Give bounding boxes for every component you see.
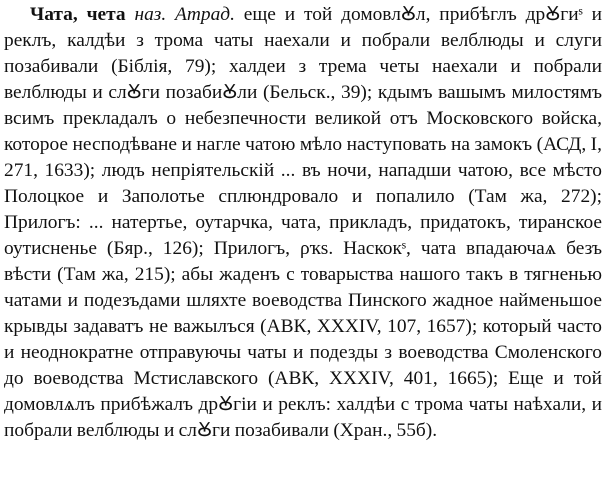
headword-separator: , bbox=[72, 4, 87, 25]
grammar-label: наз. Атрад. bbox=[125, 4, 235, 25]
dictionary-entry bbox=[4, 2, 602, 444]
headword-cheta: чета bbox=[86, 4, 126, 25]
entry-body: еще и той домовлꙊл, прибѣглъ дрꙊгиˢ и реклъ, калдѣи з трома чаты наехали и побрали велблюды и слуги позабивали (Біблія, 79); халдеи з трема четы наехали и побрали велблюды и слꙊги позабиꙊли (Бельск., 39); кдымъ вашымъ милостямъ всимъ прекладалъ о небезпечности великой отъ Московского войска, которое несподѣване и нагле чатою мѣло наступовать на замокъ (АСД, І, 271, 1633); людъ непріятельскій ... въ ночи, нападши чатою, все мѣсто Полоцкое и Заполотье сплюндровало и попалило (Там жа, 272); Прилогъ: ... натертье, оутарчка, чата, прикладъ, придатокъ, тиранское оутисненье (Бяр., 126); Прилогъ, ρҡѕ. Наскокˢ, чата впадаючаѧ безъ вѣсти (Там жа, 215); абы жаденъ с товарыства нашого такъ в тягненью чатами и подезъдами шляхте воеводства Пинского жадное найменьшое крывды задаватъ не важылъся (АВК, XXXIV, 107, 1657); который часто и неоднократне отправуючы чаты и подезды з воеводства Смоленского до воеводства Мстиславского (АВК, XXXIV, 401, 1665); Еще и той домовлѧлъ прибѣжалъ дрꙊгіи и реклъ: халдѣи с трома чаты наѣхали, и побрали велблюды и слꙊги позабивали (Хран., 55б). bbox=[4, 4, 602, 441]
headword-chata: Чата bbox=[30, 4, 73, 25]
